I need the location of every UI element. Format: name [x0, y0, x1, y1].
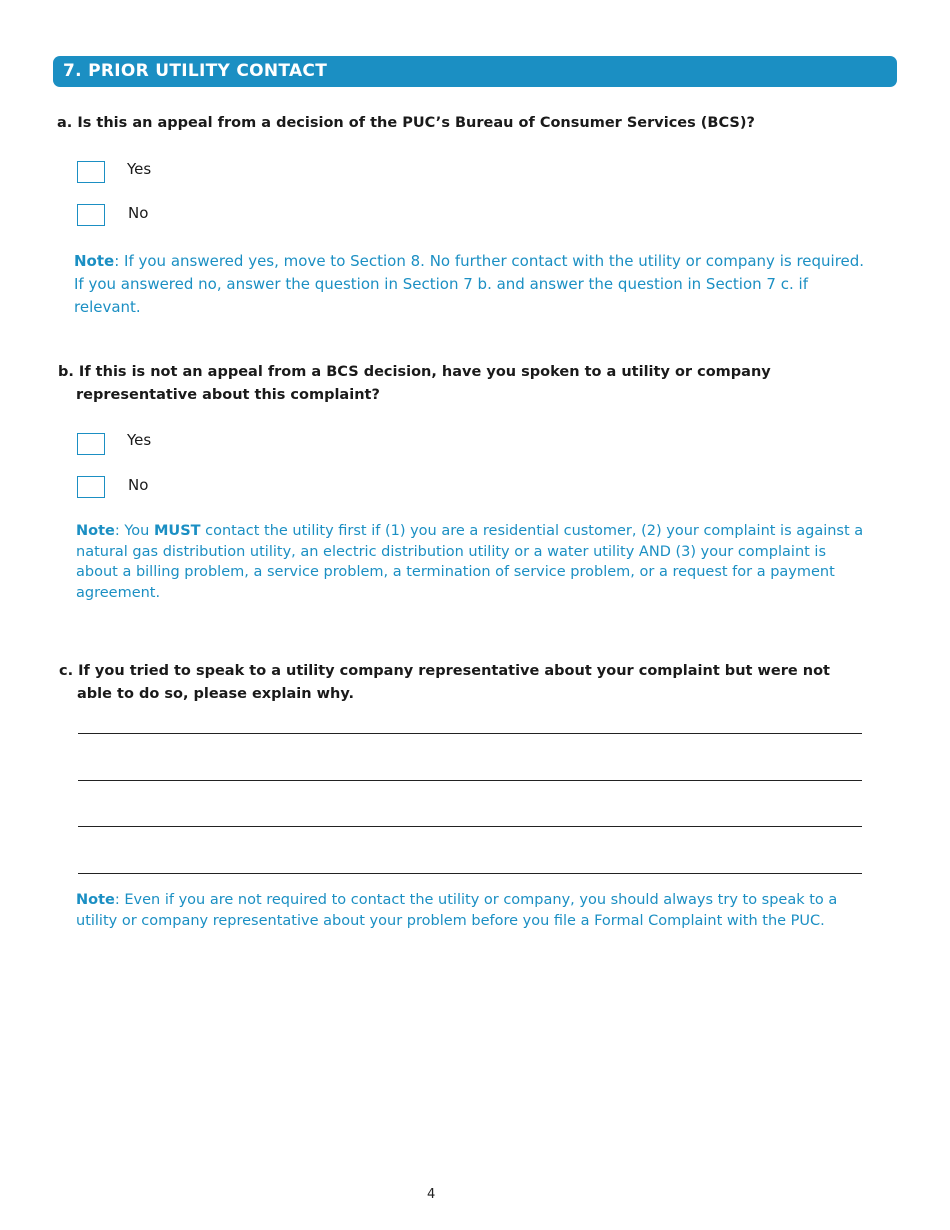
question-b: [58, 361, 771, 407]
checkbox-a-no[interactable]: [77, 204, 105, 226]
answer-line-2[interactable]: [78, 780, 862, 781]
option-b-yes-label: Yes: [127, 431, 152, 449]
question-c: [59, 660, 830, 706]
question-b-line2: representative about this complaint?: [76, 387, 380, 403]
checkbox-a-yes[interactable]: [77, 161, 105, 183]
option-a-no-label: No: [128, 204, 149, 222]
page-number: 4: [427, 1187, 436, 1202]
checkbox-b-no[interactable]: [77, 476, 105, 498]
note-a: [74, 250, 874, 319]
question-b-line1: b. If this is not an appeal from a BCS decision, have you spoken to a utility or company: [58, 364, 771, 380]
answer-line-4[interactable]: [78, 873, 862, 874]
note-b: [76, 521, 866, 603]
question-c-line2: able to do so, please explain why.: [77, 686, 354, 702]
answer-line-3[interactable]: [78, 826, 862, 827]
question-c-line1: c. If you tried to speak to a utility company representative about your complaint but were not: [59, 663, 830, 679]
checkbox-b-yes[interactable]: [77, 433, 105, 455]
note-b-pre: : You: [114, 523, 154, 539]
section-title: 7. PRIOR UTILITY CONTACT: [63, 61, 328, 81]
note-c-text: : Even if you are not required to contact the utility or company, you should always try to speak to a utility or company representative about your problem before you file a Formal Complaint with the PUC.: [76, 892, 838, 929]
option-b-no-label: No: [128, 476, 149, 494]
note-c: [76, 890, 846, 931]
note-c-label: Note: [76, 892, 115, 908]
question-a: a. Is this an appeal from a decision of the PUC’s Bureau of Consumer Services (BCS)?: [57, 115, 755, 131]
answer-line-1[interactable]: [78, 733, 862, 734]
note-b-must: MUST: [153, 523, 201, 539]
note-b-text: contact the utility first if (1) you are a residential customer, (2) your complaint is against a natural gas distribution utility, an electric distribution utility or a water utility AND (3) your complaint is about a billing problem, a service problem, a termination of service problem, or a request for a payment agreement.: [76, 523, 864, 601]
note-a-label: Note: [74, 252, 115, 270]
note-a-text: : If you answered yes, move to Section 8. No further contact with the utility or company is required. If you answered no, answer the question in Section 7 b. and answer the question in Section 7 c. if relevant.: [74, 252, 865, 316]
note-b-label: Note: [76, 523, 115, 539]
section-header: [53, 56, 897, 87]
option-a-yes-label: Yes: [127, 160, 152, 178]
